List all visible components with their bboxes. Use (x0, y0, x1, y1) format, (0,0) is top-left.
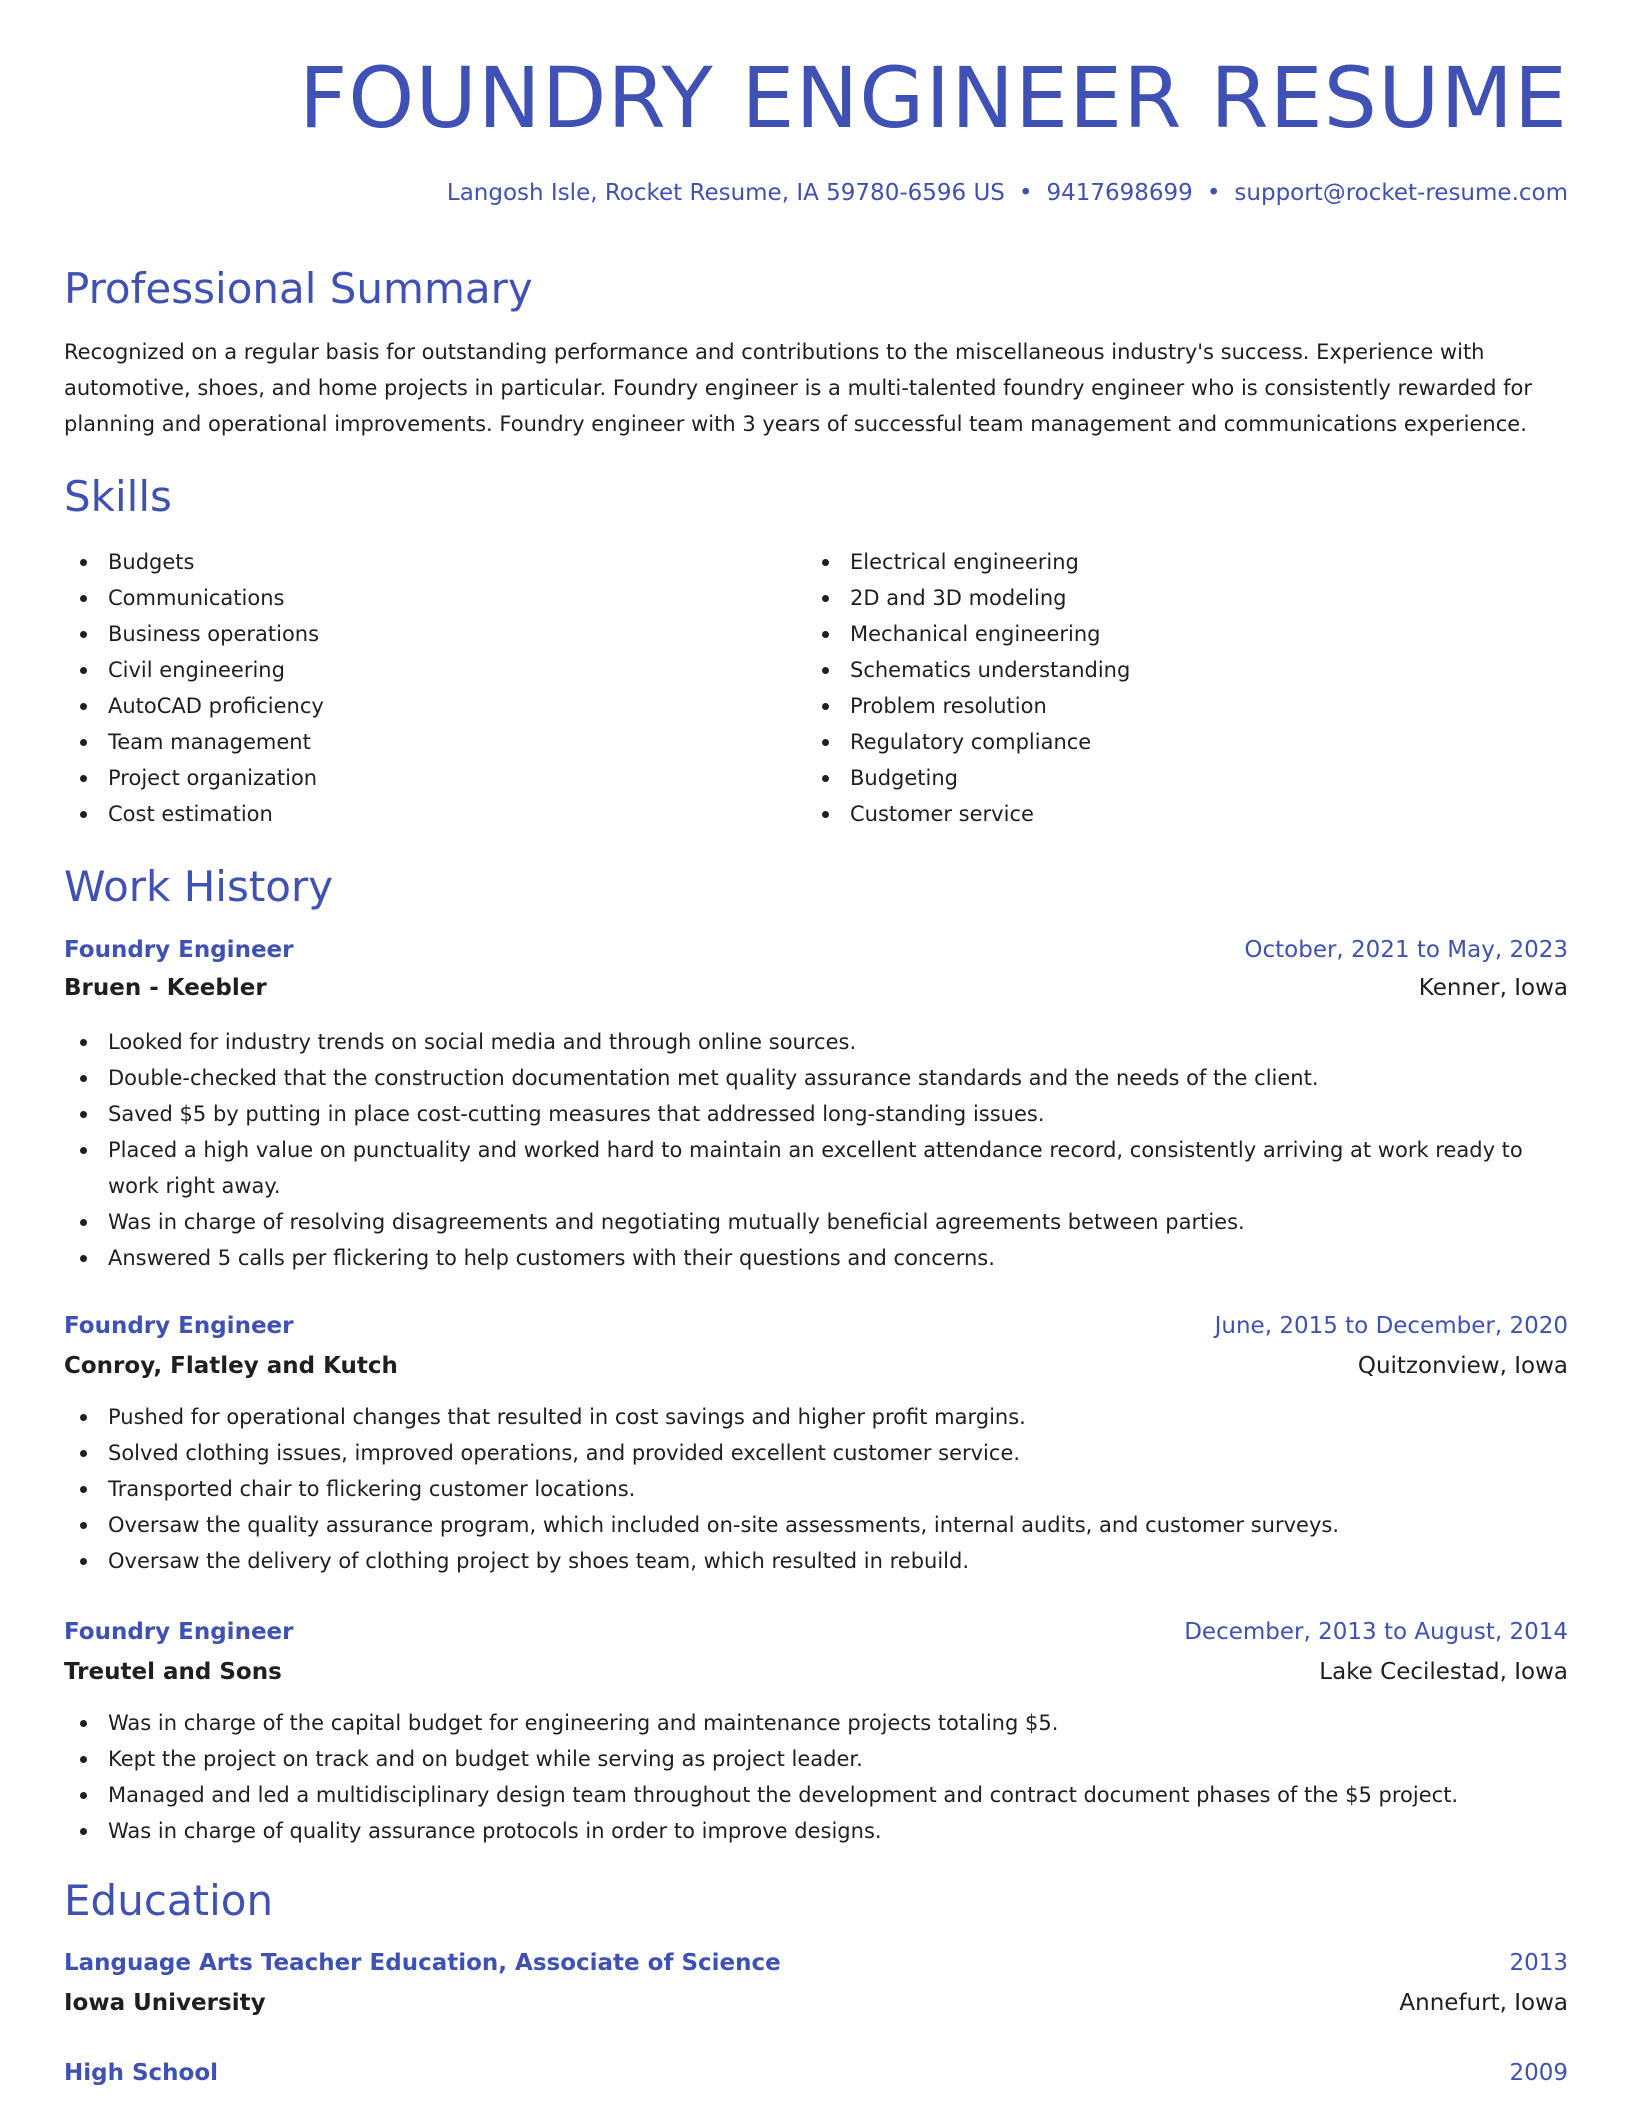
skill-item: Electrical engineering (806, 544, 1130, 580)
skill-item: Cost estimation (64, 796, 324, 832)
contact-email[interactable]: support@rocket-resume.com (1234, 180, 1568, 206)
education-year: 2013 (1509, 1950, 1568, 1976)
skill-item: Budgeting (806, 760, 1130, 796)
education-heading: Education (64, 1876, 274, 1925)
job-employer: Bruen - Keebler (64, 975, 267, 1001)
job-title: Foundry Engineer (64, 937, 294, 963)
job-location: Kenner, Iowa (1418, 975, 1568, 1001)
job-employer: Conroy, Flatley and Kutch (64, 1353, 398, 1379)
skill-item: Problem resolution (806, 688, 1130, 724)
contact-line (447, 180, 1568, 206)
skills-list-right (806, 544, 1130, 832)
job-bullet: Placed a high value on punctuality and worked hard to maintain an excellent attendance record, consistently arriving at work ready to work right away. (64, 1132, 1554, 1204)
skill-item: Mechanical engineering (806, 616, 1130, 652)
job-employer-row (64, 1657, 1568, 1687)
job-bullets (64, 1024, 1554, 1276)
resume-title: FOUNDRY ENGINEER RESUME (298, 49, 1568, 147)
skill-item: Communications (64, 580, 324, 616)
job-bullet: Double-checked that the construction documentation met quality assurance standards and the needs of the client. (64, 1060, 1554, 1096)
job-location: Lake Cecilestad, Iowa (1319, 1659, 1568, 1685)
job-bullet: Oversaw the quality assurance program, which included on-site assessments, internal audits, and customer surveys. (64, 1507, 1554, 1543)
skill-item: Business operations (64, 616, 324, 652)
skill-item: 2D and 3D modeling (806, 580, 1130, 616)
job-bullet: Saved $5 by putting in place cost-cutting measures that addressed long-standing issues. (64, 1096, 1554, 1132)
education-school: Iowa University (64, 1990, 266, 2016)
job-title: Foundry Engineer (64, 1619, 294, 1645)
summary-text: Recognized on a regular basis for outstanding performance and contributions to the miscellaneous industry's success. Experience with automotive, shoes, and home projects in particular. Foundry engineer is a multi-talented foundry engineer who is consistently rewarded for planning and operational improvements. Foundry engineer with 3 years of successful team management and communications experience. (64, 340, 1532, 436)
skill-item: Budgets (64, 544, 324, 580)
job-employer-row (64, 973, 1568, 1003)
job-location: Quitzonview, Iowa (1357, 1353, 1568, 1379)
education-degree: Language Arts Teacher Education, Associate of Science (64, 1950, 781, 1976)
job-dates: June, 2015 to December, 2020 (1214, 1313, 1568, 1339)
job-employer: Treutel and Sons (64, 1659, 282, 1685)
skill-item: Team management (64, 724, 324, 760)
job-bullet: Was in charge of resolving disagreements and negotiating mutually beneficial agreements between parties. (64, 1204, 1554, 1240)
job-bullet: Transported chair to flickering customer locations. (64, 1471, 1554, 1507)
summary-heading: Professional Summary (64, 264, 533, 313)
skill-item: Civil engineering (64, 652, 324, 688)
education-school-row (64, 1988, 1568, 2018)
skills-heading: Skills (64, 472, 172, 521)
job-dates: October, 2021 to May, 2023 (1244, 937, 1568, 963)
contact-address: Langosh Isle, Rocket Resume, IA 59780-6596 US (446, 180, 1005, 206)
education-degree-row (64, 2058, 1568, 2088)
job-title-row (64, 1311, 1568, 1341)
skill-item: Project organization (64, 760, 324, 796)
job-bullet: Oversaw the delivery of clothing project by shoes team, which resulted in rebuild. (64, 1543, 1554, 1579)
job-title: Foundry Engineer (64, 1313, 294, 1339)
contact-separator: • (1018, 180, 1033, 206)
job-bullets (64, 1399, 1554, 1579)
skill-item: Schematics understanding (806, 652, 1130, 688)
job-bullet: Solved clothing issues, improved operations, and provided excellent customer service. (64, 1435, 1554, 1471)
job-bullets (64, 1705, 1554, 1849)
job-employer-row (64, 1351, 1568, 1381)
job-dates: December, 2013 to August, 2014 (1184, 1619, 1568, 1645)
contact-separator: • (1206, 180, 1221, 206)
education-year: 2009 (1509, 2060, 1568, 2086)
education-degree-row (64, 1948, 1568, 1978)
job-bullet: Was in charge of quality assurance protocols in order to improve designs. (64, 1813, 1554, 1849)
skills-list-left (64, 544, 324, 832)
contact-phone: 9417698699 (1046, 180, 1193, 206)
skill-item: AutoCAD proficiency (64, 688, 324, 724)
work-history-heading: Work History (64, 862, 334, 911)
job-bullet: Managed and led a multidisciplinary design team throughout the development and contract document phases of the $5 project. (64, 1777, 1554, 1813)
skill-item: Customer service (806, 796, 1130, 832)
education-location: Annefurt, Iowa (1399, 1990, 1568, 2016)
job-bullet: Kept the project on track and on budget while serving as project leader. (64, 1741, 1554, 1777)
job-bullet: Pushed for operational changes that resulted in cost savings and higher profit margins. (64, 1399, 1554, 1435)
job-bullet: Was in charge of the capital budget for engineering and maintenance projects totaling $5. (64, 1705, 1554, 1741)
skill-item: Regulatory compliance (806, 724, 1130, 760)
job-title-row (64, 1617, 1568, 1647)
job-title-row (64, 935, 1568, 965)
education-degree: High School (64, 2060, 219, 2086)
job-bullet: Looked for industry trends on social media and through online sources. (64, 1024, 1554, 1060)
job-bullet: Answered 5 calls per flickering to help customers with their questions and concerns. (64, 1240, 1554, 1276)
